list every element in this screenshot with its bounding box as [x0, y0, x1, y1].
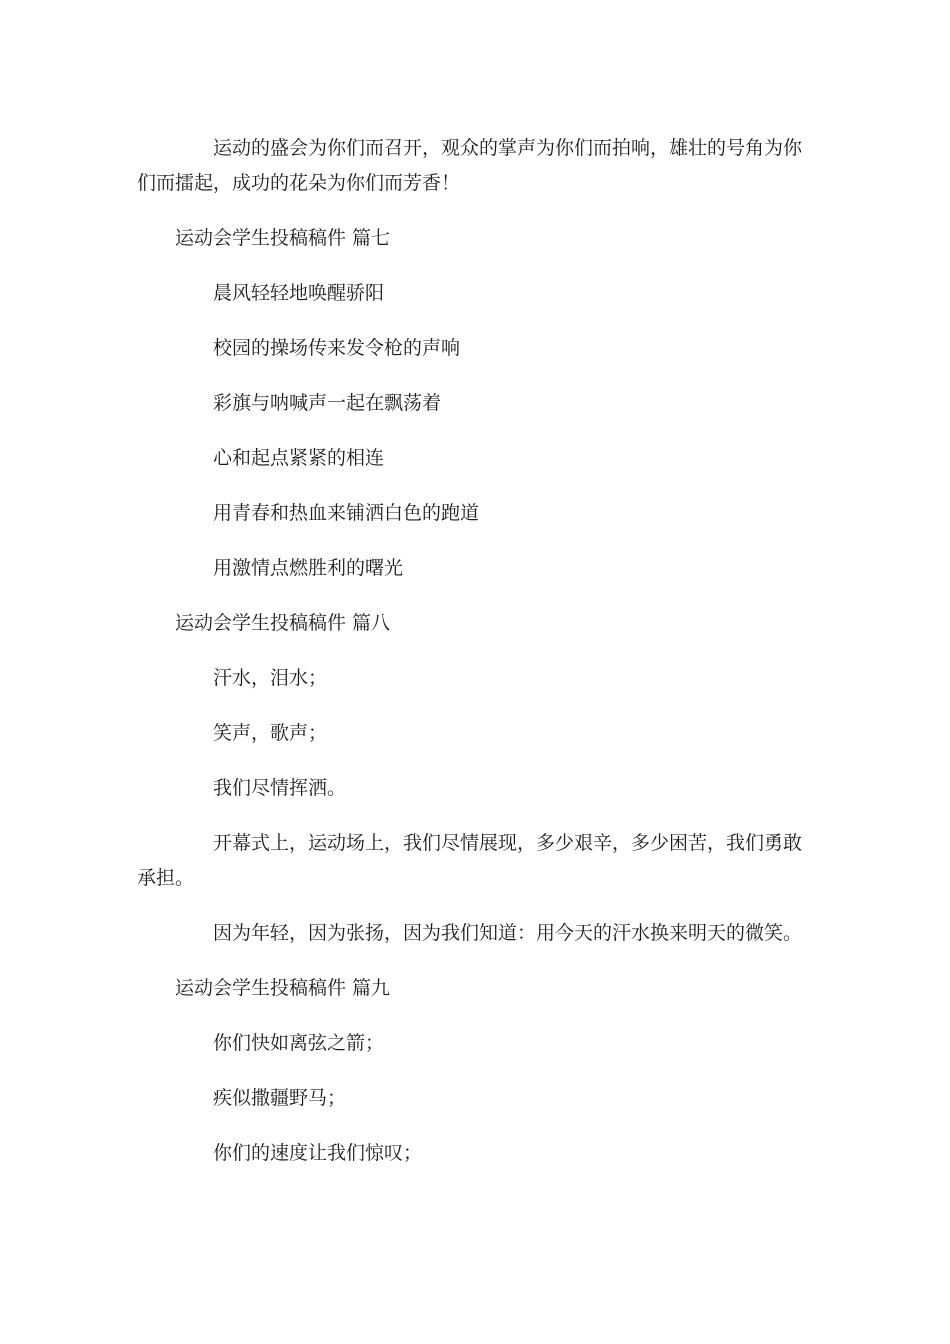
section-heading-7: 运动会学生投稿稿件 篇七 — [175, 227, 391, 249]
poem-line: 你们快如离弦之箭； — [213, 1032, 385, 1054]
poem-line: 校园的操场传来发令枪的声响 — [213, 337, 461, 359]
poem-line: 用激情点燃胜利的曙光 — [213, 557, 404, 579]
poem-line: 晨风轻轻地唤醒骄阳 — [213, 282, 385, 304]
paragraph-line-2: 承担。 — [137, 867, 195, 889]
opening-paragraph-line-2: 们而擂起，成功的花朵为你们而芳香！ — [137, 172, 461, 194]
poem-line: 汗水，泪水； — [213, 667, 328, 689]
paragraph: 因为年轻，因为张扬，因为我们知道：用今天的汗水换来明天的微笑。 — [213, 922, 803, 944]
opening-paragraph-line-1: 运动的盛会为你们而召开，观众的掌声为你们而拍响，雄壮的号角为你 — [213, 137, 803, 159]
poem-line: 我们尽情挥洒。 — [213, 777, 347, 799]
poem-line: 你们的速度让我们惊叹； — [213, 1142, 423, 1164]
poem-line: 疾似撒疆野马； — [213, 1087, 347, 1109]
poem-line: 彩旗与呐喊声一起在飘荡着 — [213, 392, 442, 414]
section-heading-9: 运动会学生投稿稿件 篇九 — [175, 977, 391, 999]
poem-line: 用青春和热血来铺洒白色的跑道 — [213, 502, 480, 524]
poem-line: 心和起点紧紧的相连 — [213, 447, 385, 469]
section-heading-8: 运动会学生投稿稿件 篇八 — [175, 612, 391, 634]
poem-line: 笑声，歌声； — [213, 722, 328, 744]
paragraph-line-1: 开幕式上，运动场上，我们尽情展现，多少艰辛，多少困苦，我们勇敢 — [213, 832, 803, 854]
